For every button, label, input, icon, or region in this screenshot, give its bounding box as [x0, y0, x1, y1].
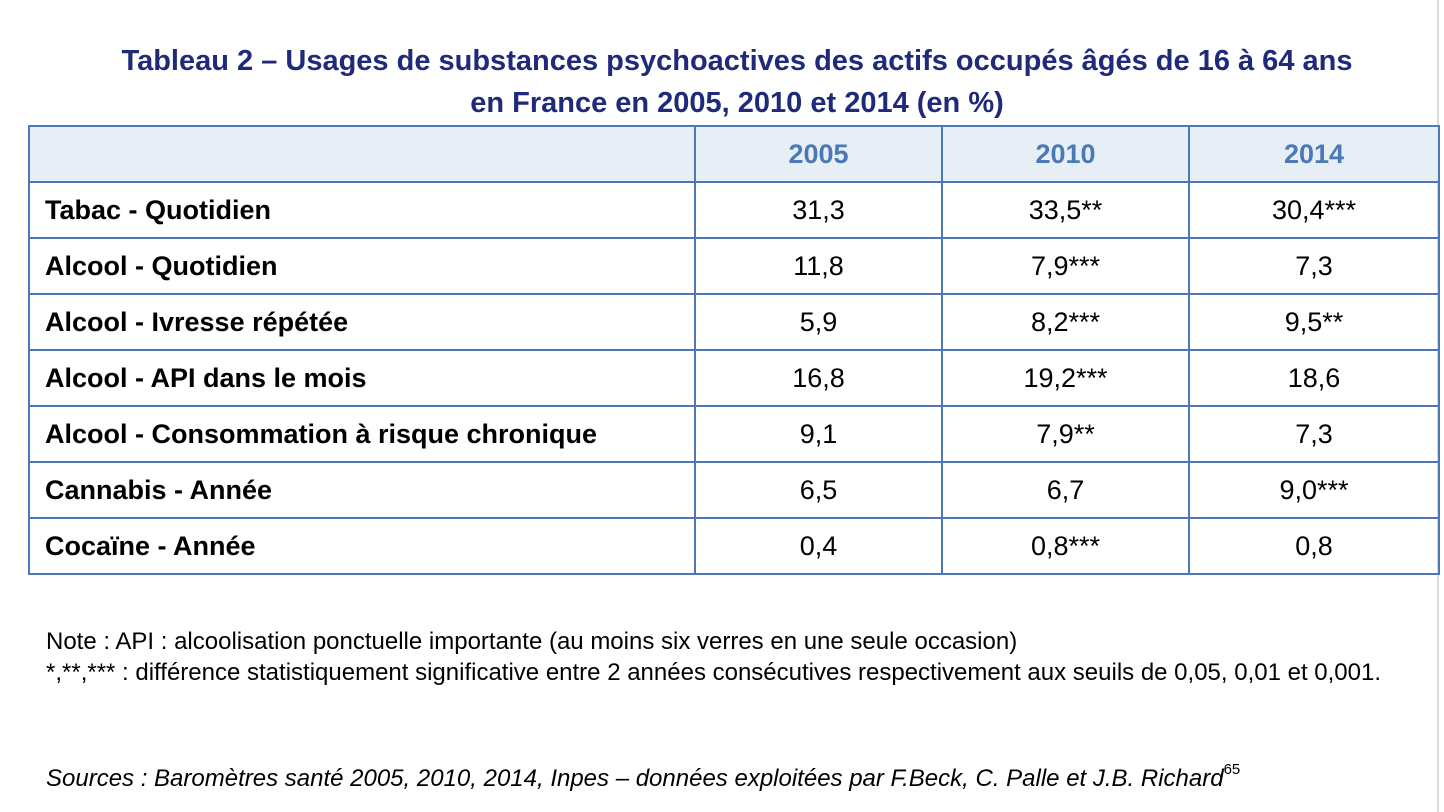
- source-text: Sources : Baromètres santé 2005, 2010, 2014, Inpes – données exploitées par F.Beck, C. Palle et J.B. Richard: [46, 765, 1224, 792]
- table-cell: 9,1: [695, 406, 942, 462]
- column-header-2014: 2014: [1189, 126, 1439, 182]
- row-label: Tabac - Quotidien: [29, 182, 695, 238]
- table-row: [29, 182, 1439, 238]
- table-cell: 8,2***: [942, 294, 1189, 350]
- table-cell: 7,3: [1189, 406, 1439, 462]
- table-row: [29, 238, 1439, 294]
- note-api-definition: Note : API : alcoolisation ponctuelle importante (au moins six verres en une seule occasion): [46, 628, 1018, 655]
- table-cell: 30,4***: [1189, 182, 1439, 238]
- table-cell: 19,2***: [942, 350, 1189, 406]
- table-row: [29, 350, 1439, 406]
- table-row: [29, 406, 1439, 462]
- table-title: [0, 40, 1444, 124]
- row-label: Alcool - Ivresse répétée: [29, 294, 695, 350]
- table-cell: 5,9: [695, 294, 942, 350]
- table-cell: 6,5: [695, 462, 942, 518]
- table-cell: 7,3: [1189, 238, 1439, 294]
- table-cell: 9,5**: [1189, 294, 1439, 350]
- table-title-line-1: Tableau 2 – Usages de substances psychoactives des actifs occupés âgés de 16 à 64 ans: [121, 45, 1353, 77]
- table-cell: 11,8: [695, 238, 942, 294]
- footnote-number: 65: [1223, 761, 1241, 778]
- table-notes: [46, 626, 1416, 688]
- row-label: Alcool - Consommation à risque chronique: [29, 406, 695, 462]
- table-cell: 6,7: [942, 462, 1189, 518]
- table-header: [29, 126, 1439, 182]
- table-row: [29, 462, 1439, 518]
- source-line: [46, 754, 1240, 794]
- table-cell: 7,9***: [942, 238, 1189, 294]
- table-cell: 9,0***: [1189, 462, 1439, 518]
- table-cell: 31,3: [695, 182, 942, 238]
- row-label: Alcool - Quotidien: [29, 238, 695, 294]
- table-cell: 16,8: [695, 350, 942, 406]
- table-cell: 0,8: [1189, 518, 1439, 574]
- table-cell: 0,4: [695, 518, 942, 574]
- table-cell: 0,8***: [942, 518, 1189, 574]
- column-header-2010: 2010: [942, 126, 1189, 182]
- table-cell: 18,6: [1189, 350, 1439, 406]
- column-header-2005: 2005: [695, 126, 942, 182]
- header-corner-cell: [29, 126, 695, 182]
- table-row: [29, 294, 1439, 350]
- table-body: [29, 182, 1439, 574]
- note-significance: *,**,*** : différence statistiquement significative entre 2 années consécutives respectivement aux seuils de 0,05, 0,01 et 0,001.: [46, 659, 1382, 686]
- row-label: Cocaïne - Année: [29, 518, 695, 574]
- header-row: [29, 126, 1439, 182]
- substance-usage-table: [28, 125, 1440, 575]
- table-row: [29, 518, 1439, 574]
- row-label: Alcool - API dans le mois: [29, 350, 695, 406]
- table-title-line-2: en France en 2005, 2010 et 2014 (en %): [470, 87, 1004, 119]
- row-label: Cannabis - Année: [29, 462, 695, 518]
- table-cell: 33,5**: [942, 182, 1189, 238]
- table-cell: 7,9**: [942, 406, 1189, 462]
